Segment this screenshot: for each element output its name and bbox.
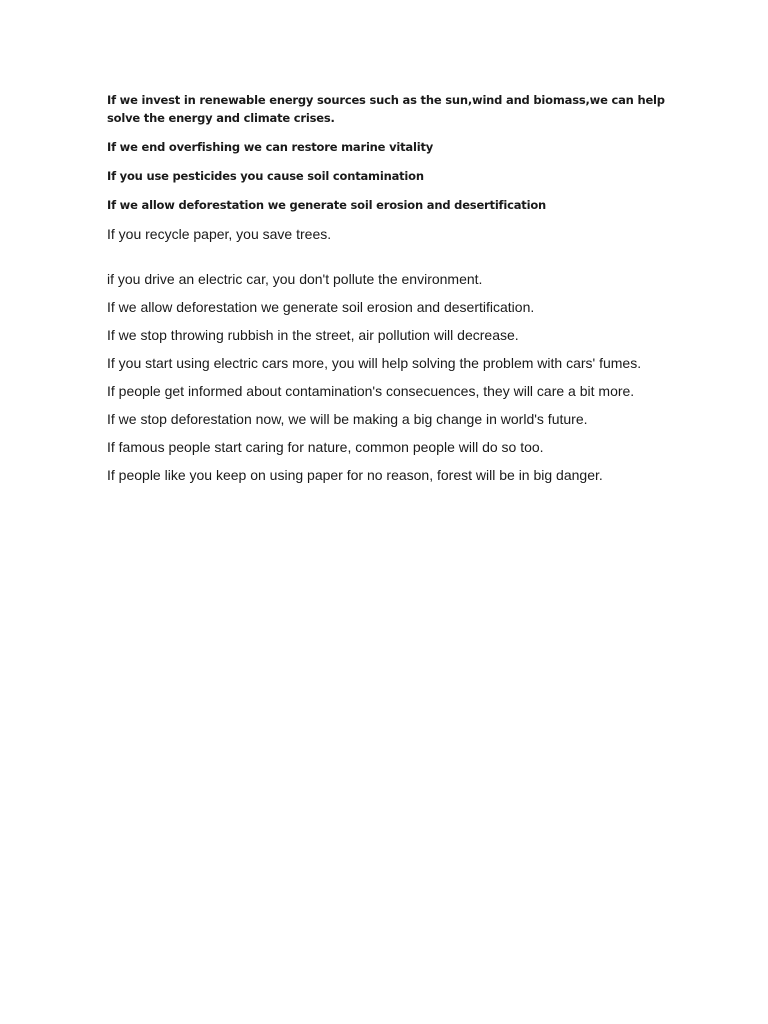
- sentence-famous-people: If famous people start caring for nature, common people will do so too.: [107, 439, 544, 455]
- sentence-electric-car: if you drive an electric car, you don't pollute the environment.: [107, 271, 483, 287]
- sentence-informed-people: If people get informed about contamination's consecuences, they will care a bit more.: [107, 383, 635, 399]
- sentence-overfishing: If we end overfishing we can restore marine vitality: [107, 140, 434, 154]
- sentence-deforestation-bold: If we allow deforestation we generate soil erosion and desertification: [107, 198, 547, 212]
- sentence-deforestation: If we allow deforestation we generate soil erosion and desertification.: [107, 299, 535, 315]
- sentence-stop-deforestation: If we stop deforestation now, we will be making a big change in world's future.: [107, 411, 588, 427]
- sentence-recycle-paper: If you recycle paper, you save trees.: [107, 226, 332, 242]
- sentence-rubbish: If we stop throwing rubbish in the street, air pollution will decrease.: [107, 327, 519, 343]
- sentence-pesticides: If you use pesticides you cause soil contamination: [107, 169, 424, 183]
- sentence-renewable-energy: If we invest in renewable energy sources such as the sun,wind and biomass,we can help solve the energy and climate crises.: [107, 93, 665, 125]
- sentence-paper-usage: If people like you keep on using paper for no reason, forest will be in big danger.: [107, 467, 603, 483]
- document-body: [107, 91, 667, 494]
- sentence-electric-cars-more: If you start using electric cars more, you will help solving the problem with cars' fumes.: [107, 355, 642, 371]
